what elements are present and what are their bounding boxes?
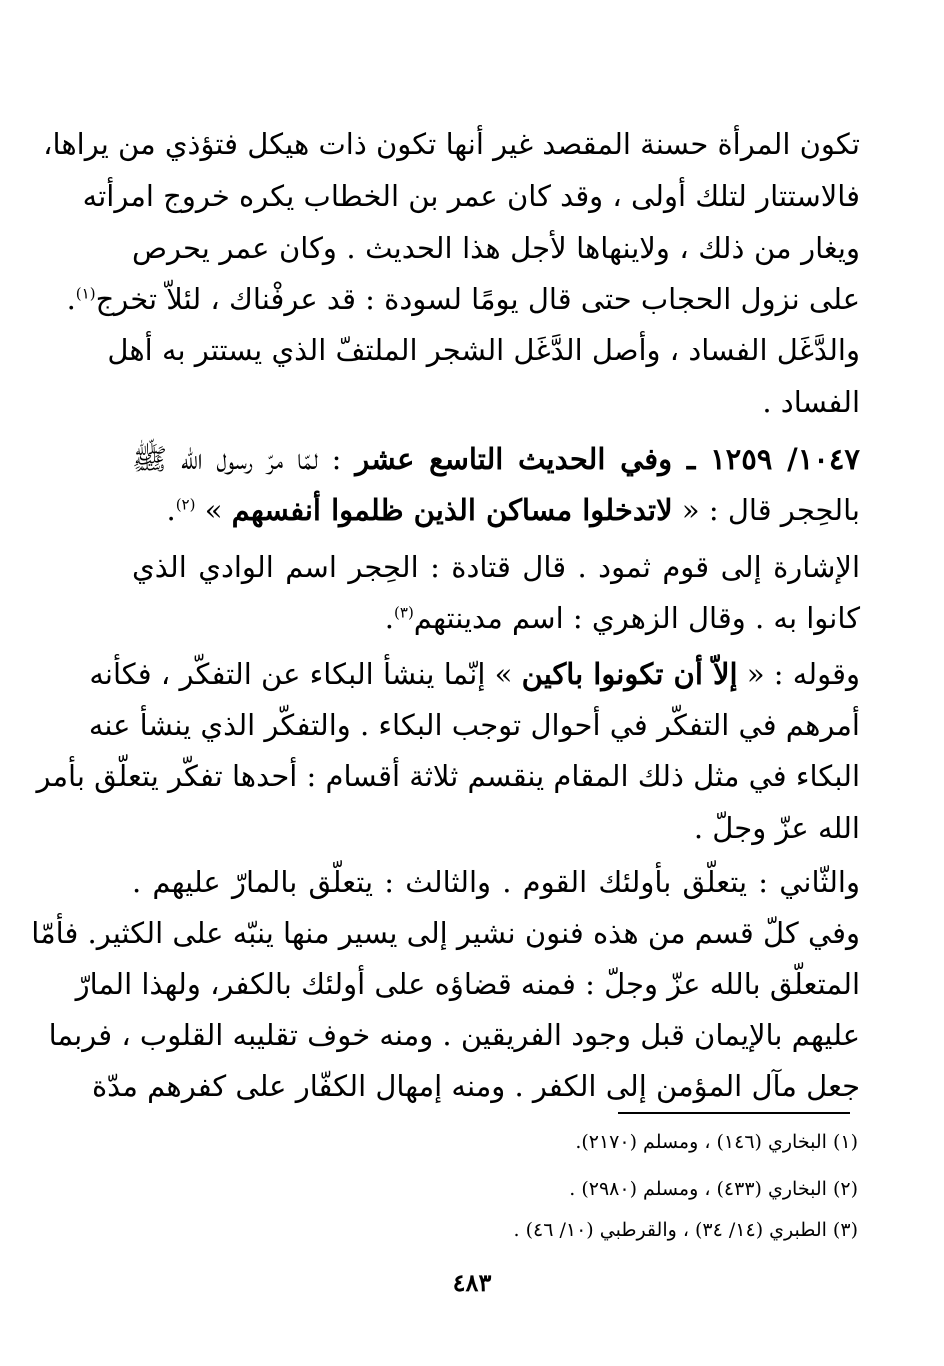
text-line: فالاستتار لتلك أولى ، وقد كان عمر بن الخطاب يكره خروج امرأته — [82, 179, 860, 213]
text-line: ويغار من ذلك ، ولاينهاها لأجل هذا الحديث . وكان عمر يحرص — [132, 231, 860, 265]
footnote: (٢) البخاري (٤٣٣) ، ومسلم (٢٩٨٠) . — [569, 1178, 858, 1200]
text-line: كانوا به . وقال الزهري : اسم مدينتهم$^{(٣)}$. — [384, 601, 860, 635]
text-segment: وقوله : « — [746, 657, 860, 691]
hadith-number: ١٠٤٧/ ١٢٥٩ ـ وفي الحديث التاسع عشر — [355, 442, 860, 476]
text-line: وفي كلّ قسم من هذه فنون نشير إلى يسير منها ينبّه على الكثير. فأمّا — [31, 916, 860, 950]
hadith-quote: لاتدخلوا مساكن الذين ظلموا أنفسهم — [231, 493, 673, 527]
text-line: على نزول الحجاب حتى قال يومًا لسودة : قد عرفْناك ، لئلاّ تخرج$^{(١)}$. — [66, 282, 860, 316]
text-line: والدَّغَل الفساد ، وأصل الدَّغَل الشجر الملتفّ الذي يستتر به أهل — [107, 333, 860, 367]
text-segment: على نزول الحجاب حتى قال يومًا لسودة : قد عرفْناك ، لئلاّ تخرج — [95, 282, 860, 316]
text-line: بالحِجر قال : « لاتدخلوا مساكن الذين ظلموا أنفسهم » $^{(٢)}$. — [166, 493, 860, 527]
text-segment: بالحِجر قال : « — [681, 493, 860, 527]
footnote-ref: (١) — [75, 284, 96, 303]
text-line: البكاء في مثل ذلك المقام ينقسم ثلاثة أقسام : أحدها تفكّر يتعلّق بأمر — [36, 759, 860, 793]
footnote: (٣) الطبري (١٤/ ٣٤) ، والقرطبي (١٠/ ٤٦) . — [513, 1219, 858, 1241]
text-segment: كانوا به . وقال الزهري : اسم مدينتهم — [413, 601, 860, 635]
footnote: (١) البخاري (١٤٦) ، ومسلم (٢١٧٠). — [575, 1131, 858, 1153]
text-line: أمرهم في التفكّر في أحوال توجب البكاء . والتفكّر الذي ينشأ عنه — [88, 708, 860, 742]
hadith-heading-line — [132, 433, 860, 485]
text-segment: » إنّما ينشأ البكاء عن التفكّر ، فكأنه — [89, 657, 513, 691]
text-line: المتعلّق بالله عزّ وجلّ : فمنه قضاؤه على أولئك بالكفر، ولهذا المارّ — [75, 967, 860, 1001]
text-segment: » — [204, 493, 223, 527]
text-segment: : لمّا مرّ رسول الله ﷺ — [132, 442, 342, 476]
footnote-separator — [618, 1112, 850, 1114]
hadith-quote: إلاّ أن تكونوا باكين — [521, 657, 738, 691]
text-line: الفساد . — [762, 385, 860, 419]
page-number: ٤٨٣ — [452, 1268, 492, 1297]
text-line: تكون المرأة حسنة المقصد غير أنها تكون ذات هيكل فتؤذي من يراها، — [43, 127, 860, 161]
footnote-ref: (٣) — [394, 603, 414, 622]
text-line: جعل مآل المؤمن إلى الكفر . ومنه إمهال الكفّار على كفرهم مدّة — [91, 1069, 860, 1103]
text-line: الله عزّ وجلّ . — [693, 811, 860, 845]
footnote-ref: (٢) — [175, 495, 196, 514]
text-line: الإشارة إلى قوم ثمود . قال قتادة : الحِجر اسم الوادي الذي — [132, 550, 860, 584]
text-line — [89, 648, 860, 700]
text-line: والثّاني : يتعلّق بأولئك القوم . والثالث : يتعلّق بالمارّ عليهم . — [132, 865, 860, 899]
text-line: عليهم بالإيمان قبل وجود الفريقين . ومنه خوف تقليبه القلوب ، فربما — [48, 1018, 860, 1052]
